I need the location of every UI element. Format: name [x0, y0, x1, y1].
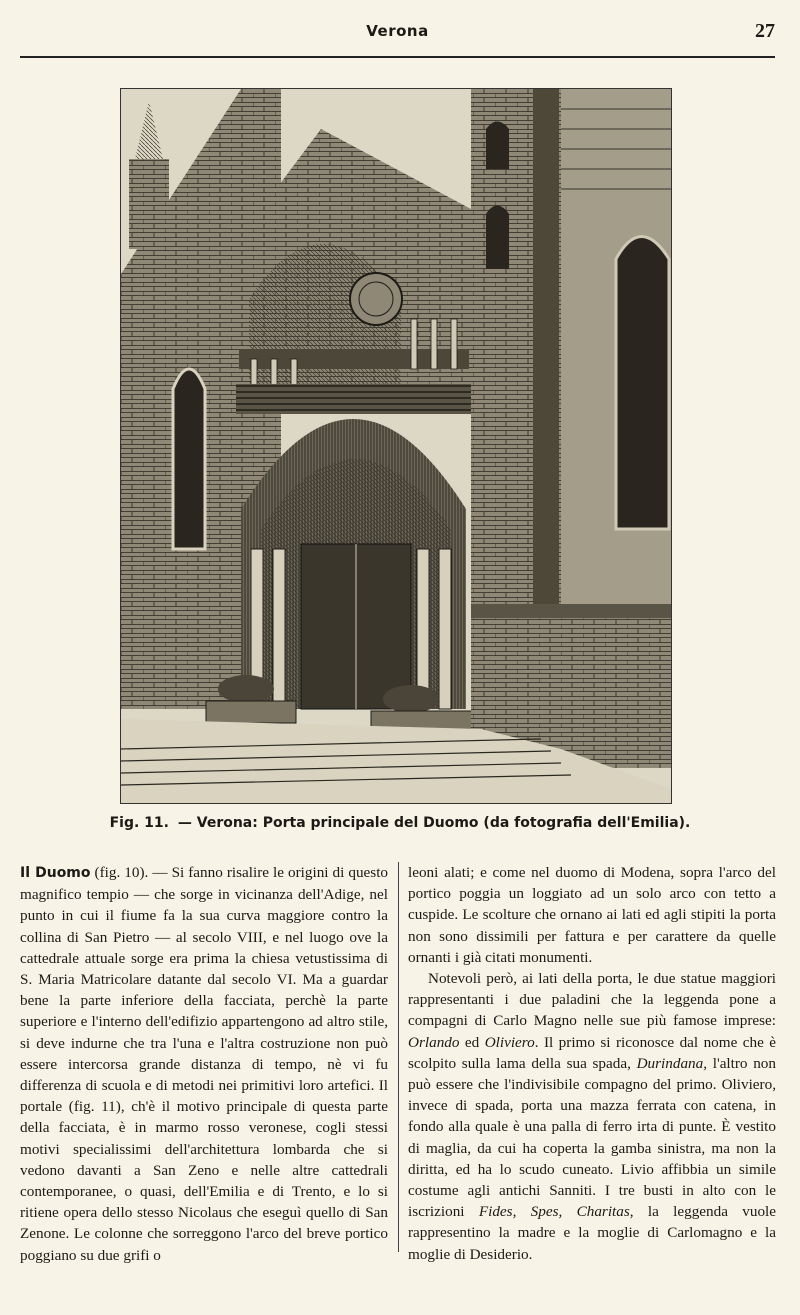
cathedral-portal-engraving: [120, 88, 672, 804]
para2-text-c: . Il primo si riconosce dal nome che è scolpito sulla lama della sua spada,: [408, 1033, 776, 1072]
right-paragraph-2: [408, 968, 776, 1265]
name-oliviero: Oliviero: [484, 1033, 535, 1051]
para2-text-e: , la leggenda vuole rappresentino la madre e la moglie di Carlomagno e la moglie di Desiderio.: [408, 1203, 776, 1263]
right-paragraph-1: leoni alati; e come nel duomo di Modena, sopra l'arco del portico poggia un loggiato ad un solo arco con tetto a cuspide. Le scolture che ornano ai lati ed agli stipiti la porta non sono dissimili per fattura e per carattere da quelle ornanti i già citati monumenti.: [408, 864, 776, 966]
para2-text-b: ed: [459, 1033, 485, 1051]
section-figure-ref: (fig. 10).: [94, 864, 149, 881]
figure-number: Fig. 11.: [109, 815, 169, 831]
figure-caption-text: — Verona: Porta principale del Duomo (da fotografia dell'Emilia).: [177, 815, 691, 831]
column-divider: [398, 862, 399, 1252]
right-column: [408, 862, 776, 1265]
para2-text-d: , l'altro non può essere che l'indivisibile compagno del primo. Oliviero, invece di spada, porta una mazza ferrata con catena, in fondo alla quale è una palla di ferro irta di punte. È vestito di maglia, da cui ha coperta la gamba sinistra, ma non la diritta, ed ha lo scudo cuneato. Livio affibbia un simile costume agli antichi Sanniti. I tre busti in alto con le iscrizioni: [408, 1054, 776, 1221]
left-paragraph: [20, 862, 388, 1266]
section-heading: Il Duomo: [20, 865, 91, 881]
inscriptions: Fides, Spes, Charitas: [478, 1203, 630, 1221]
name-durindana: Durindana: [636, 1054, 704, 1072]
page-header: [20, 18, 775, 58]
para2-text-a: Notevoli però, ai lati della porta, le due statue maggiori rappresentanti i due paladini che la leggenda pone a compagni di Carlo Magno nelle sue più famose imprese:: [408, 970, 776, 1030]
engraving-illustration: [121, 89, 671, 803]
left-column-text: — Si fanno risalire le origini di questo magnifico tempio — che sorge in vicinanza dell'Adige, nel punto in cui il fiume fa la sua curva maggiore contro la collina di San Pietro — al secolo VIII, e nel luogo ove la cattedrale attuale sorge era prima la chiesa vetustissima di S. Maria Matricolare datante dal secolo VI. Ma a guardar bene la parte inferiore della facciata, perchè la parte superiore e l'interno dell'edifizio appartengono ad altro stile, si deve indurne che tra l'una e l'altra costruzione non può essere intercorsa grande distanza di tempo, nè vi fu differenza di scuola e di metodi nei primitivi loro artefici. Il portale (fig. 11), ch'è il motivo principale di questa parte della facciata, è in marmo rosso veronese, cogli stessi motivi specialissimi dell'architettura lombarda che si vedono davanti a San Zeno e nelle altre cattedrali contemporanee, o quasi, dell'Emilia e di Trento, e lo si ritiene opera dello stesso Nicolaus che eseguì quello di San Zenone. Le colonne che sorreggono l'arco del breve portico poggiano su due grifi o: [20, 864, 389, 1264]
running-title: Verona: [366, 22, 429, 40]
left-column: [20, 862, 388, 1266]
text-columns: [20, 862, 780, 1292]
figure-caption: [60, 815, 740, 831]
name-orlando: Orlando: [408, 1033, 460, 1051]
page-number: 27: [755, 20, 775, 42]
